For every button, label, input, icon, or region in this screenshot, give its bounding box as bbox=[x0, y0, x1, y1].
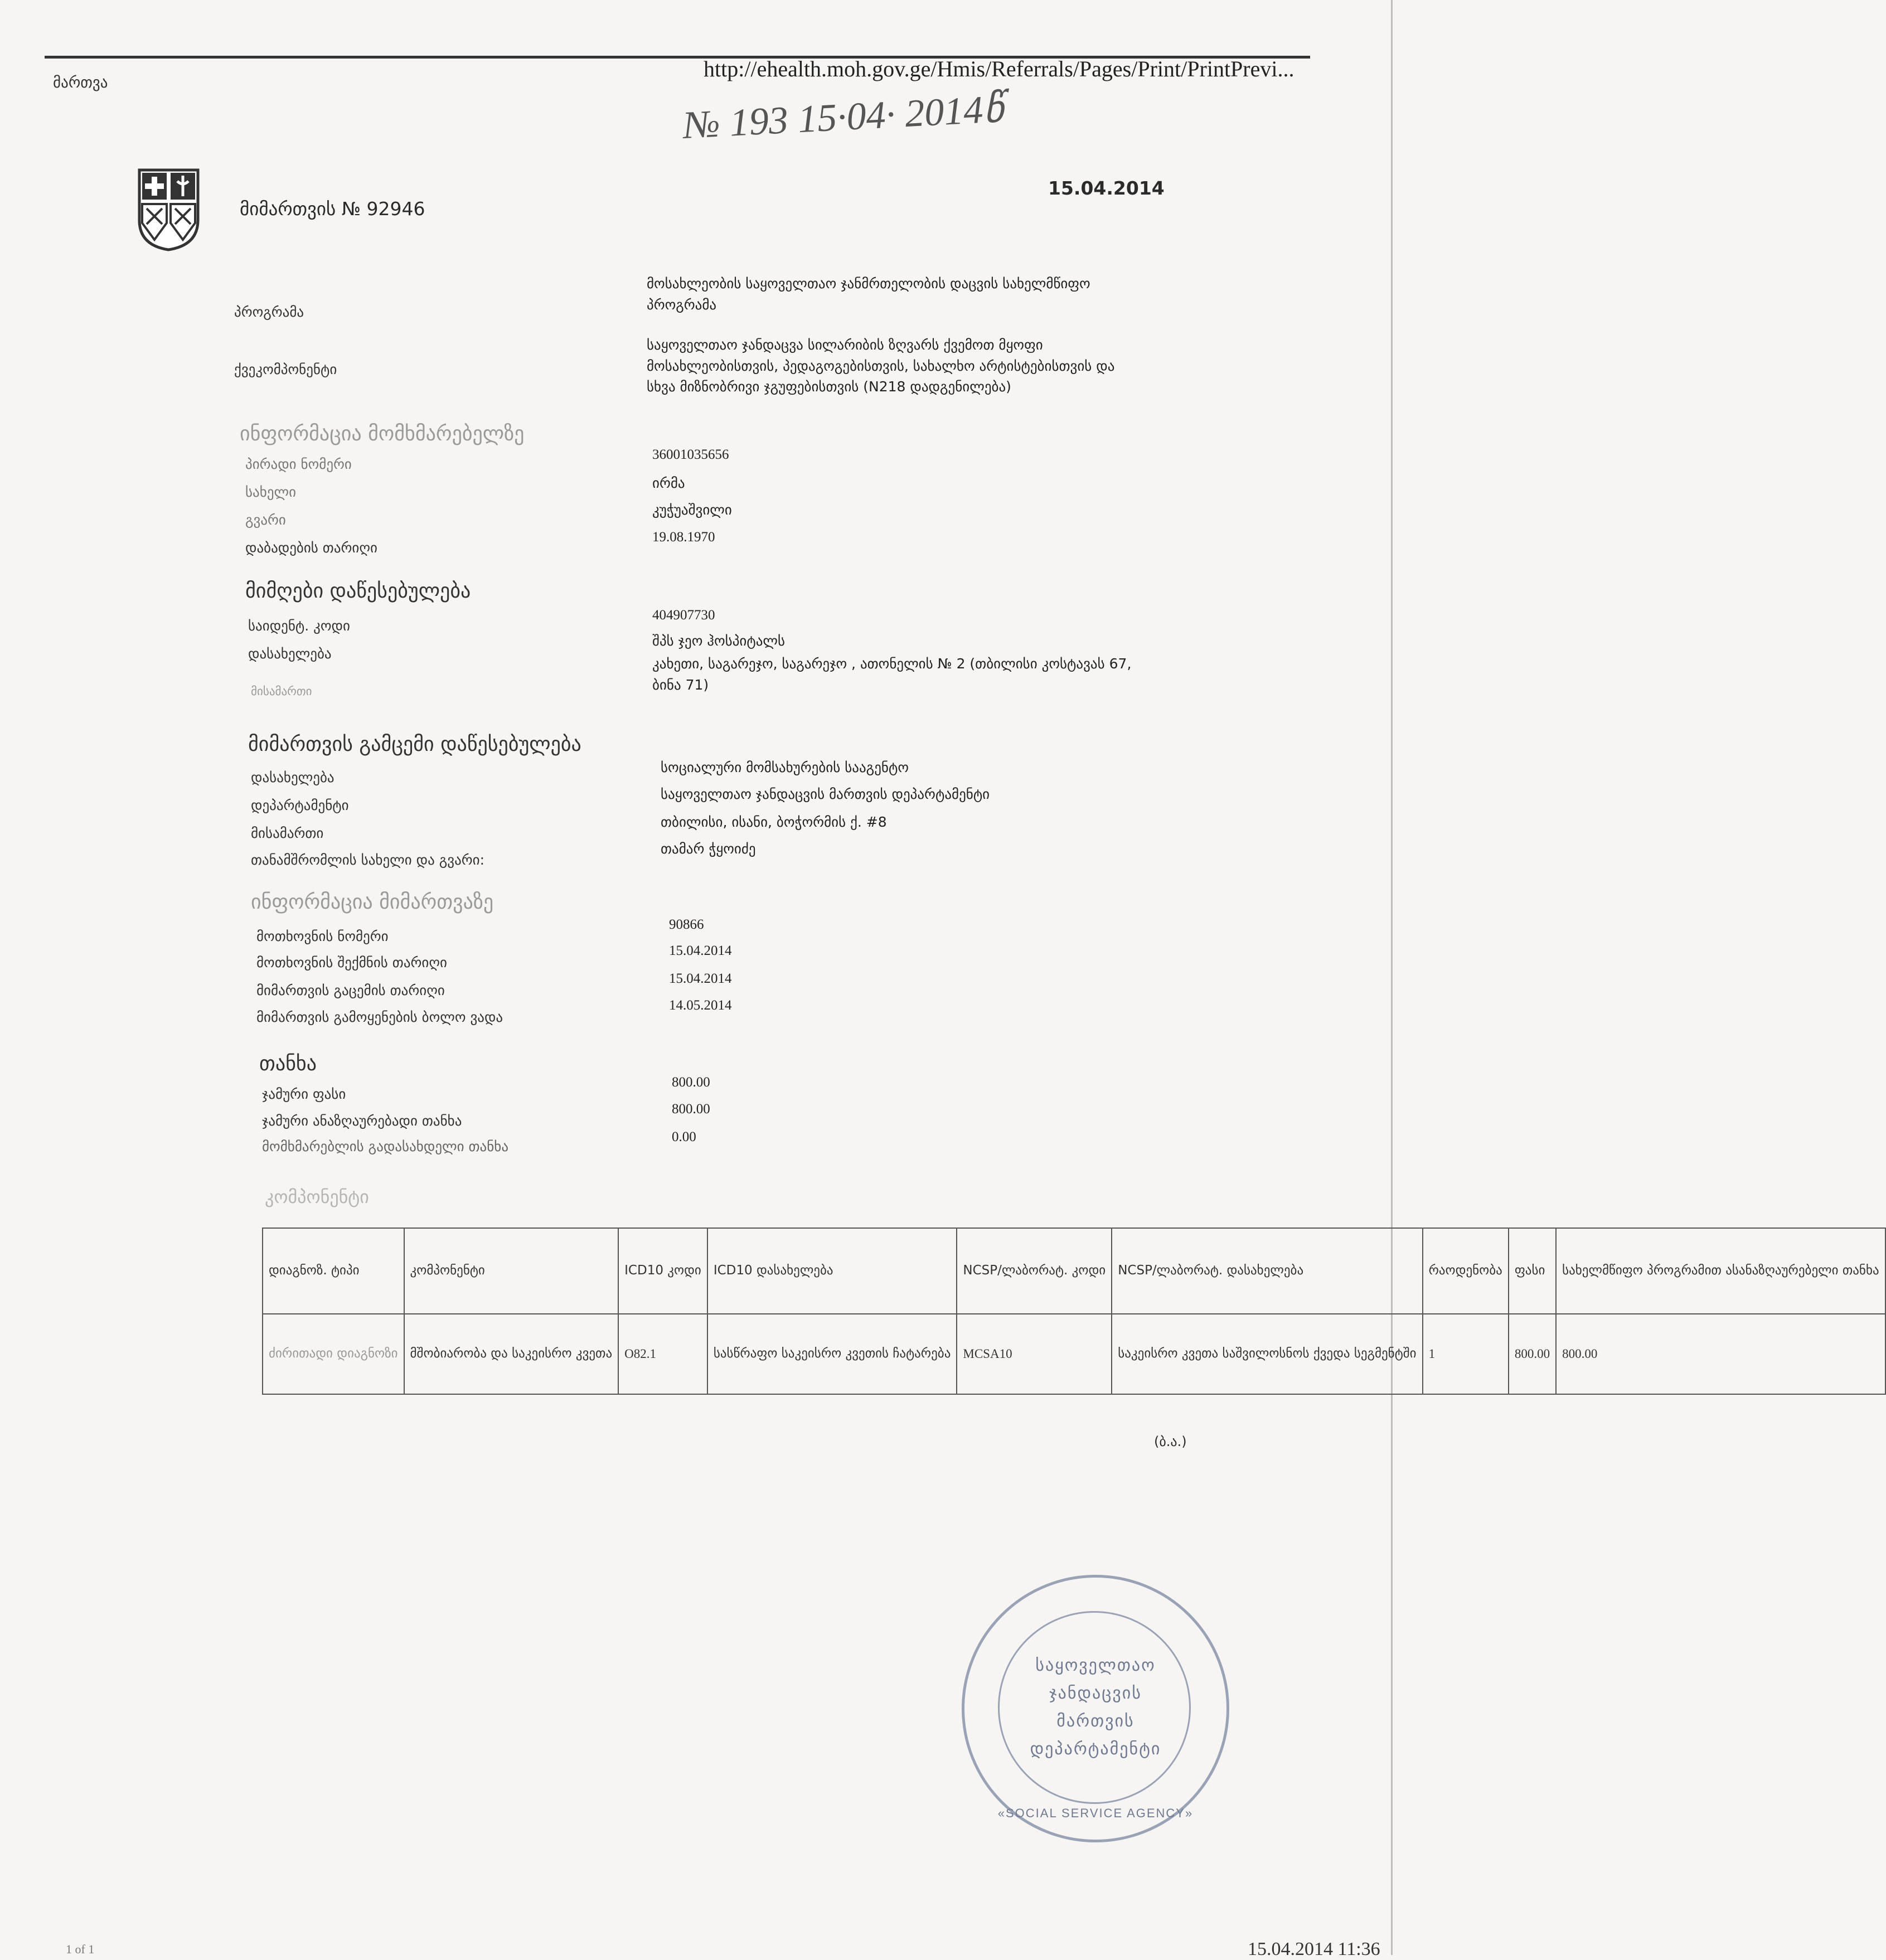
table-row bbox=[263, 1314, 1885, 1394]
total-price-label: ჯამური ფასი bbox=[262, 1086, 346, 1102]
ministry-logo-icon bbox=[137, 167, 201, 251]
referral-number-title: მიმართვის № 92946 bbox=[240, 198, 425, 220]
receiver-id-label: საიდენტ. კოდი bbox=[248, 618, 350, 634]
amount-section-title: თანხა bbox=[259, 1052, 317, 1075]
cell-ncsp-code: MCSA10 bbox=[957, 1314, 1112, 1394]
issue-date-label: მიმართვის გაცემის თარიღი bbox=[256, 982, 445, 998]
issuer-address-value: თბილისი, ისანი, ბოჭორმის ქ. #8 bbox=[661, 814, 887, 830]
col-ncsp-name: NCSP/ლაბორატ. დასახელება bbox=[1112, 1228, 1422, 1314]
issuer-section-title: მიმართვის გამცემი დაწესებულება bbox=[248, 733, 581, 756]
col-component: კომპონენტი bbox=[404, 1228, 619, 1314]
col-icd10-name: ICD10 დასახელება bbox=[707, 1228, 957, 1314]
cell-ncsp-name: საკეისრო კვეთა საშვილოსნოს ქვედა სეგმენტში bbox=[1112, 1314, 1422, 1394]
receiver-name-label: დასახელება bbox=[248, 646, 332, 662]
col-quantity: რაოდენობა bbox=[1423, 1228, 1509, 1314]
stamp-line-2: ჯანდაცვის bbox=[1049, 1684, 1142, 1703]
official-stamp bbox=[962, 1575, 1229, 1842]
request-created-label: მოთხოვნის შექმნის თარიღი bbox=[256, 954, 447, 971]
stamp-inner-ring bbox=[998, 1611, 1191, 1804]
table-header-row bbox=[263, 1228, 1885, 1314]
cell-diagnosis-type: ძირითადი დიაგნოზი bbox=[263, 1314, 404, 1394]
col-reimbursable: სახელმწიფო პროგრამით ასანაზღაურებელი თანხა bbox=[1556, 1228, 1885, 1314]
stamp-line-4: დეპარტამენტი bbox=[1030, 1739, 1161, 1759]
referral-date: 15.04.2014 bbox=[1048, 177, 1165, 199]
request-number-label: მოთხოვნის ნომერი bbox=[256, 928, 389, 944]
components-section-title: კომპონენტი bbox=[265, 1186, 369, 1207]
department-label: დეპარტამენტი bbox=[251, 797, 349, 813]
stamp-ring-text: «SOCIAL SERVICE AGENCY» bbox=[997, 1806, 1194, 1820]
program-label: პროგრამა bbox=[234, 304, 304, 320]
employee-name-value: თამარ ჭყოიძე bbox=[661, 841, 756, 857]
total-reimbursable-value: 800.00 bbox=[672, 1102, 710, 1117]
birth-date-value: 19.08.1970 bbox=[652, 530, 715, 545]
print-timestamp: 15.04.2014 11:36 bbox=[1248, 1939, 1380, 1959]
col-ncsp-code: NCSP/ლაბორატ. კოდი bbox=[957, 1228, 1112, 1314]
subcomponent-value: საყოველთაო ჯანდაცვა სილარიბის ზღვარს ქვემოთ მყოფი მოსახლეობისთვის, პედაგოგებისთვის, სახალხო არტისტებისთვის და სხვა მიზნობრივი ჯგუფებისთვის (N218 დადგენილება) bbox=[647, 337, 1115, 395]
receiver-section-title: მიმღები დაწესებულება bbox=[245, 580, 471, 603]
total-price-value: 800.00 bbox=[672, 1075, 710, 1090]
cell-icd10-code: O82.1 bbox=[618, 1314, 707, 1394]
cell-price: 800.00 bbox=[1509, 1314, 1556, 1394]
components-table bbox=[262, 1228, 1886, 1395]
patient-payable-value: 0.00 bbox=[672, 1129, 696, 1144]
personal-number-label: პირადი ნომერი bbox=[245, 456, 352, 472]
browser-title: მართვა bbox=[53, 74, 108, 91]
stamp-line-3: მართვის bbox=[1056, 1711, 1134, 1731]
birth-date-label: დაბადების თარიღი bbox=[245, 540, 377, 556]
request-created-value: 15.04.2014 bbox=[669, 943, 732, 958]
cell-icd10-name: სასწრაფო საკეისრო კვეთის ჩატარება bbox=[707, 1314, 957, 1394]
issuer-address-label: მისამართი bbox=[251, 825, 324, 841]
col-icd10-code: ICD10 კოდი bbox=[618, 1228, 707, 1314]
total-reimbursable-label: ჯამური ანაზღაურებადი თანხა bbox=[262, 1113, 462, 1129]
expiry-date-value: 14.05.2014 bbox=[669, 998, 732, 1013]
subcomponent-label: ქვეკომპონენტი bbox=[234, 361, 337, 377]
patient-payable-label: მომხმარებლის გადასახდელი თანხა bbox=[262, 1138, 509, 1154]
program-value: მოსახლეობის საყოველთაო ჯანმრთელობის დაცვის სახელმწიფო პროგრამა bbox=[647, 275, 1090, 313]
issuer-name-value: სოციალური მომსახურების სააგენტო bbox=[661, 759, 909, 775]
department-value: საყოველთაო ჯანდაცვის მართვის დეპარტამენტი bbox=[661, 786, 990, 802]
handwritten-registration-note: № 193 15·04· 2014წ bbox=[682, 88, 1005, 147]
last-name-label: გვარი bbox=[245, 512, 286, 528]
cell-quantity: 1 bbox=[1423, 1314, 1509, 1394]
print-url: http://ehealth.moh.gov.ge/Hmis/Referrals/Pages/Print/PrintPrevi... bbox=[704, 56, 1294, 81]
stamp-line-1: საყოველთაო bbox=[1035, 1656, 1156, 1675]
cell-reimbursable: 800.00 bbox=[1556, 1314, 1885, 1394]
components-table-wrapper bbox=[262, 1228, 1886, 1395]
col-price: ფასი bbox=[1509, 1228, 1556, 1314]
referral-info-section-title: ინფორმაცია მიმართვაზე bbox=[251, 891, 494, 914]
receiver-id-value: 404907730 bbox=[652, 608, 715, 623]
request-number-value: 90866 bbox=[669, 917, 704, 932]
page-indicator: 1 of 1 bbox=[66, 1942, 95, 1956]
expiry-date-label: მიმართვის გამოყენების ბოლო ვადა bbox=[256, 1009, 503, 1025]
employee-name-label: თანამშრომლის სახელი და გვარი: bbox=[251, 852, 485, 868]
applicant-section-title: ინფორმაცია მომხმარებელზე bbox=[240, 423, 525, 445]
receiver-address-value: კახეთი, საგარეჯო, საგარეჯო , ათონელის № 2 (თბილისი კოსტავას 67, ბინა 71) bbox=[652, 656, 1132, 693]
first-name-value: ირმა bbox=[652, 475, 685, 491]
col-diagnosis-type: დიაგნოზ. ტიპი bbox=[263, 1228, 404, 1314]
last-name-value: კუჭუაშვილი bbox=[652, 502, 732, 518]
first-name-label: სახელი bbox=[245, 484, 297, 500]
scan-edge bbox=[1391, 0, 1393, 1955]
receiver-name-value: შპს ჯეო ჰოსპიტალს bbox=[652, 633, 786, 649]
issuer-name-label: დასახელება bbox=[251, 769, 334, 785]
receiver-address-label: მისამართი bbox=[251, 685, 312, 698]
signature-mark: (ბ.ა.) bbox=[1154, 1434, 1187, 1449]
personal-number-value: 36001035656 bbox=[652, 447, 729, 462]
issue-date-value: 15.04.2014 bbox=[669, 971, 732, 986]
cell-component: მშობიარობა და საკეისრო კვეთა bbox=[404, 1314, 619, 1394]
